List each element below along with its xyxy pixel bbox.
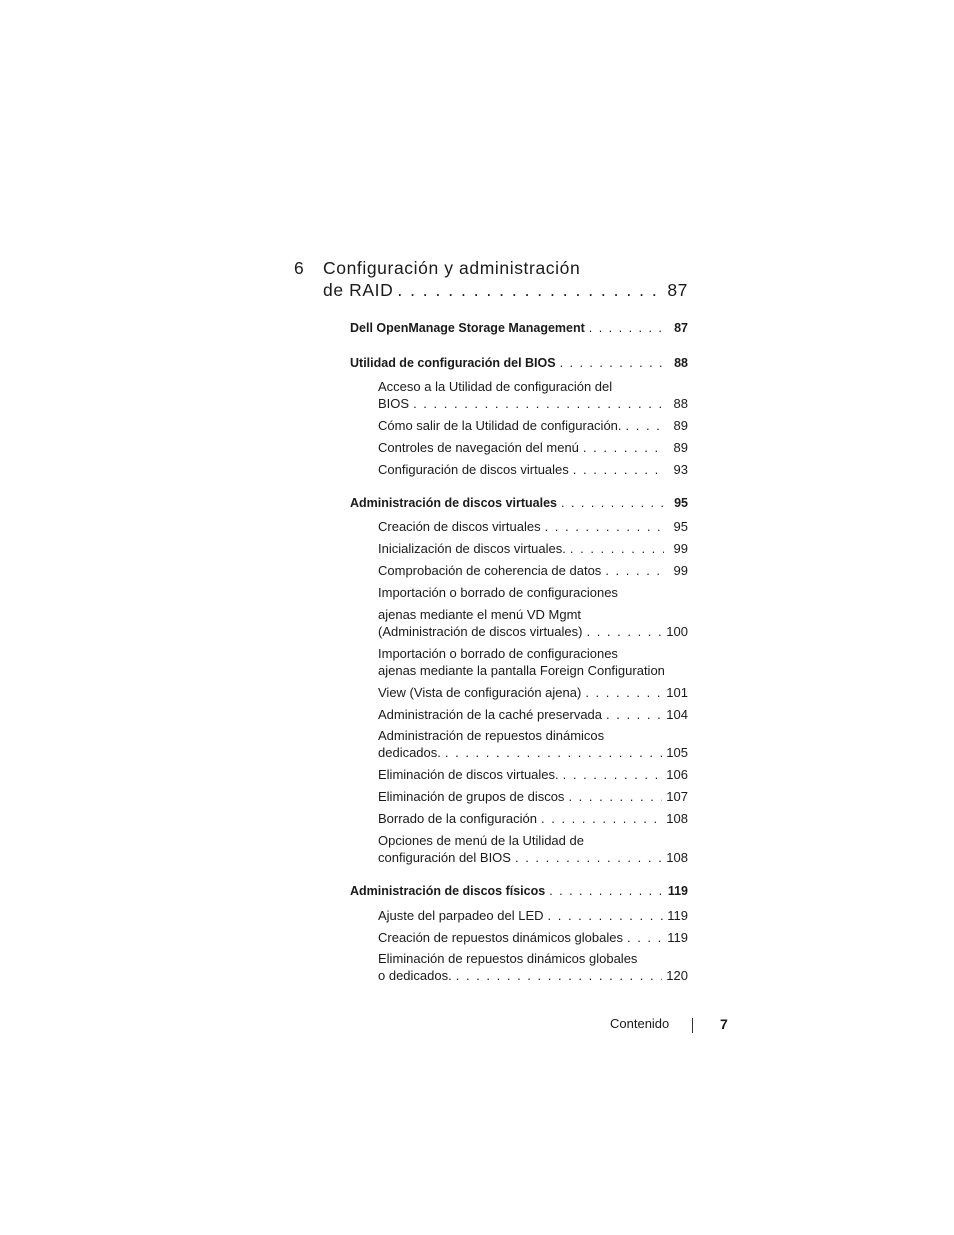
dot-leader [570,540,664,557]
toc-entry-text: View (Vista de configuración ajena) [378,685,582,700]
toc-section-bios-utility[interactable] [350,355,688,372]
dot-leader [541,810,662,827]
toc-item[interactable] [378,706,688,723]
toc-item[interactable] [378,417,688,434]
toc-page-number: 88 [674,356,688,370]
footer-separator [692,1018,693,1033]
toc-page-number: 106 [666,767,688,782]
toc-entry-text-line1: Importación o borrado de configuraciones [378,585,618,600]
toc-item[interactable] [378,788,688,805]
toc-item[interactable] [378,562,688,579]
toc-entry-text: Controles de navegación del menú [378,440,579,455]
toc-item[interactable] [378,584,688,640]
dot-leader [585,684,662,701]
toc-entry-text-line1: Administración de repuestos dinámicos [378,728,605,743]
toc-page-number: 104 [666,707,688,722]
toc-page-number: 95 [673,519,688,534]
toc-item[interactable] [378,810,688,827]
toc-entry-text: Cómo salir de la Utilidad de configuración. [378,418,622,433]
toc-entry-text: Creación de repuestos dinámicos globales [378,930,623,945]
chapter-title-row[interactable] [323,280,688,301]
toc-page-number: 108 [666,811,688,826]
toc-entry-text: BIOS [378,396,410,411]
toc-entry-text: o dedicados. [378,968,452,983]
footer-page-number: 7 [720,1016,728,1032]
toc-item[interactable] [378,461,688,478]
toc-entry-text: configuración del BIOS [378,850,511,865]
toc-item[interactable] [378,645,688,701]
chapter-title-line1: Configuración y administración [323,258,581,278]
toc-entry-text: Utilidad de configuración del BIOS [350,356,556,370]
toc-page-number: 101 [666,685,688,700]
toc-page-number: 119 [667,884,688,898]
dot-leader [456,967,663,984]
dot-leader [397,280,663,301]
toc-page-number: 89 [673,440,688,455]
footer-label: Contenido [610,1016,670,1031]
dot-leader [568,788,662,805]
dot-leader [445,744,662,761]
toc-entry-text: Comprobación de coherencia de datos [378,563,602,578]
toc-entry-text: Eliminación de grupos de discos [378,789,565,804]
chapter-page: 87 [667,280,688,300]
toc-item[interactable] [378,727,688,761]
dot-leader [515,849,662,866]
toc-entry-text: Administración de discos físicos [350,884,546,898]
toc-item[interactable] [378,907,688,924]
toc-entry-text-line1: Importación o borrado de configuraciones [378,646,618,661]
toc-entry-text: Administración de la caché preservada [378,707,603,722]
toc-item[interactable] [378,766,688,783]
dot-leader [545,518,664,535]
toc-entry-text-line2: ajenas mediante el menú VD Mgmt [378,607,582,622]
toc-item[interactable] [378,950,688,984]
toc-entry-text-line2: ajenas mediante la pantalla Foreign Configuration [378,663,665,678]
toc-page-number: 108 [666,850,688,865]
toc-page-number: 107 [666,789,688,804]
toc-page-number: 105 [666,745,688,760]
toc-page-number: 95 [674,496,688,510]
toc-entry-text: Dell OpenManage Storage Management [350,321,585,335]
toc-page-number: 119 [667,930,688,945]
toc-section-openmanage[interactable] [350,320,688,337]
toc-item[interactable] [378,540,688,557]
toc-item[interactable] [378,518,688,535]
dot-leader [548,907,664,924]
toc-entry-text-line1: Eliminación de repuestos dinámicos globales [378,951,638,966]
toc-item[interactable] [378,439,688,456]
toc-page-number: 87 [674,321,688,335]
toc-item[interactable] [378,832,688,866]
toc-page-number: 120 [666,968,688,983]
toc-page-number: 100 [666,624,688,639]
toc-entry-text: Inicialización de discos virtuales. [378,541,566,556]
toc-page-number: 99 [673,563,688,578]
toc-page-number: 88 [673,396,688,411]
toc-entry-text: Configuración de discos virtuales [378,462,569,477]
dot-leader [563,766,663,783]
toc-entry-text: (Administración de discos virtuales) [378,624,583,639]
dot-leader [583,439,664,456]
toc-entry-text: Ajuste del parpadeo del LED [378,908,544,923]
toc-entry-text: Borrado de la configuración [378,811,537,826]
dot-leader [586,623,662,640]
dot-leader [573,461,664,478]
toc-page-number: 93 [673,462,688,477]
dot-leader [549,883,664,900]
toc-item[interactable] [378,929,688,946]
toc-entry-text-line1: Acceso a la Utilidad de configuración del [378,379,613,394]
toc-page-number: 89 [673,418,688,433]
dot-leader [605,562,664,579]
toc-entry-text-line1: Opciones de menú de la Utilidad de [378,833,584,848]
toc-entry-text: dedicados. [378,745,441,760]
chapter-title-line2: de RAID [323,280,394,300]
toc-page-number: 99 [673,541,688,556]
toc-page-number: 119 [667,908,688,923]
dot-leader [561,495,664,512]
dot-leader [627,929,663,946]
dot-leader [589,320,664,337]
dot-leader [606,706,662,723]
toc-entry-text: Eliminación de discos virtuales. [378,767,559,782]
dot-leader [560,355,664,372]
toc-item[interactable] [378,378,688,412]
toc-entry-text: Creación de discos virtuales [378,519,541,534]
dot-leader [626,417,664,434]
chapter-number: 6 [294,258,305,278]
toc-entry-text: Administración de discos virtuales [350,496,558,510]
toc-section-physical-disks[interactable] [350,883,688,900]
dot-leader [413,395,664,412]
toc-section-virtual-disks[interactable] [350,495,688,512]
